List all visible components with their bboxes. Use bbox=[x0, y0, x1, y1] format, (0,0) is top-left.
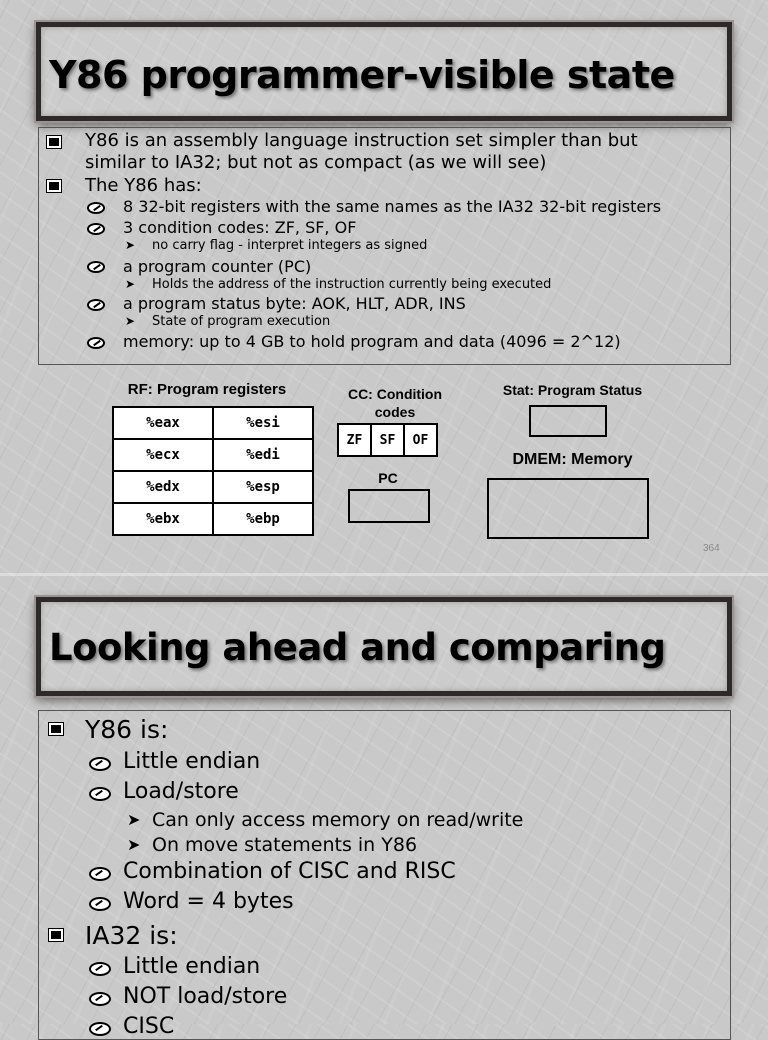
page-number: 364 bbox=[703, 543, 720, 554]
table-row bbox=[338, 424, 437, 456]
cc-label-line1: CC: Condition bbox=[347, 386, 443, 402]
pen-bullet-icon bbox=[89, 1022, 111, 1036]
heading-item: Y86 is: bbox=[85, 715, 169, 744]
stat-box bbox=[529, 405, 607, 437]
square-bullet-icon bbox=[47, 180, 61, 192]
register-cell: %esp bbox=[213, 471, 313, 503]
table-row bbox=[113, 503, 313, 535]
pen-bullet-icon bbox=[89, 897, 111, 911]
square-bullet-icon bbox=[49, 929, 63, 941]
cc-flag-cell: ZF bbox=[338, 424, 371, 456]
rf-label: RF: Program registers bbox=[127, 381, 287, 398]
register-cell: %esi bbox=[213, 407, 313, 439]
stat-label: Stat: Program Status bbox=[502, 382, 643, 398]
register-cell: %eax bbox=[113, 407, 213, 439]
detail-item: Can only access memory on read/write bbox=[152, 809, 524, 831]
cc-flag-cell: OF bbox=[404, 424, 437, 456]
slide1-content-box bbox=[38, 127, 731, 365]
pen-bullet-icon bbox=[89, 867, 111, 881]
table-row bbox=[113, 471, 313, 503]
square-bullet-icon bbox=[49, 723, 63, 735]
detail-item: no carry flag - interpret integers as signed bbox=[152, 238, 428, 253]
register-cell: %ebx bbox=[113, 503, 213, 535]
cc-label-line2: codes bbox=[374, 404, 416, 420]
sub-item: Little endian bbox=[123, 954, 261, 979]
sub-item: NOT load/store bbox=[123, 984, 288, 1009]
condition-codes-table bbox=[337, 423, 438, 457]
sub-item: Little endian bbox=[123, 749, 261, 774]
sub-item: Word = 4 bytes bbox=[123, 889, 294, 914]
cc-flag-cell: SF bbox=[371, 424, 404, 456]
pen-bullet-icon bbox=[87, 202, 105, 214]
detail-item: Holds the address of the instruction currently being executed bbox=[152, 277, 552, 292]
dmem-label: DMEM: Memory bbox=[512, 451, 633, 468]
pen-bullet-icon bbox=[89, 787, 111, 801]
sub-item: a program counter (PC) bbox=[123, 257, 312, 276]
sub-item: memory: up to 4 GB to hold program and data (4096 = 2^12) bbox=[123, 332, 621, 351]
table-row bbox=[113, 439, 313, 471]
detail-item: State of program execution bbox=[152, 314, 331, 329]
arrow-bullet-icon: ➤ bbox=[125, 277, 136, 291]
sub-item: Load/store bbox=[123, 779, 239, 804]
bullet-line: similar to IA32; but not as compact (as we will see) bbox=[85, 152, 547, 173]
slide1-title-box bbox=[36, 22, 732, 121]
cc-label bbox=[330, 385, 460, 421]
arrow-bullet-icon: ➤ bbox=[125, 238, 136, 252]
pen-bullet-icon bbox=[87, 223, 105, 235]
pen-bullet-icon bbox=[89, 757, 111, 771]
pen-bullet-icon bbox=[89, 962, 111, 976]
arrow-bullet-icon: ➤ bbox=[127, 835, 141, 854]
slide2-title: Looking ahead and comparing bbox=[49, 626, 666, 669]
bullet-line: The Y86 has: bbox=[85, 175, 202, 196]
pen-bullet-icon bbox=[89, 992, 111, 1006]
arrow-bullet-icon: ➤ bbox=[125, 314, 136, 328]
register-cell: %ebp bbox=[213, 503, 313, 535]
arrow-bullet-icon: ➤ bbox=[127, 810, 141, 829]
slide1-title: Y86 programmer-visible state bbox=[49, 53, 675, 97]
detail-item: On move statements in Y86 bbox=[152, 834, 418, 856]
slide2-content-box bbox=[38, 710, 731, 1040]
register-cell: %edx bbox=[113, 471, 213, 503]
bullet-line: Y86 is an assembly language instruction set simpler than but bbox=[85, 130, 638, 151]
sub-item: 8 32-bit registers with the same names as the IA32 32-bit registers bbox=[123, 197, 662, 216]
pen-bullet-icon bbox=[87, 299, 105, 311]
table-row bbox=[113, 407, 313, 439]
register-cell: %ecx bbox=[113, 439, 213, 471]
pc-label: PC bbox=[378, 470, 398, 486]
sub-item: CISC bbox=[123, 1014, 175, 1039]
sub-item: Combination of CISC and RISC bbox=[123, 859, 456, 884]
heading-item: IA32 is: bbox=[85, 921, 178, 950]
sub-item: 3 condition codes: ZF, SF, OF bbox=[123, 218, 357, 237]
square-bullet-icon bbox=[47, 136, 61, 148]
pen-bullet-icon bbox=[87, 337, 105, 349]
sub-item: a program status byte: AOK, HLT, ADR, INS bbox=[123, 294, 466, 313]
pen-bullet-icon bbox=[87, 261, 105, 273]
pc-box bbox=[348, 489, 430, 523]
dmem-box bbox=[487, 478, 649, 539]
slide2-title-box bbox=[36, 597, 732, 696]
register-table bbox=[112, 406, 314, 536]
register-cell: %edi bbox=[213, 439, 313, 471]
slide-separator bbox=[0, 573, 768, 576]
